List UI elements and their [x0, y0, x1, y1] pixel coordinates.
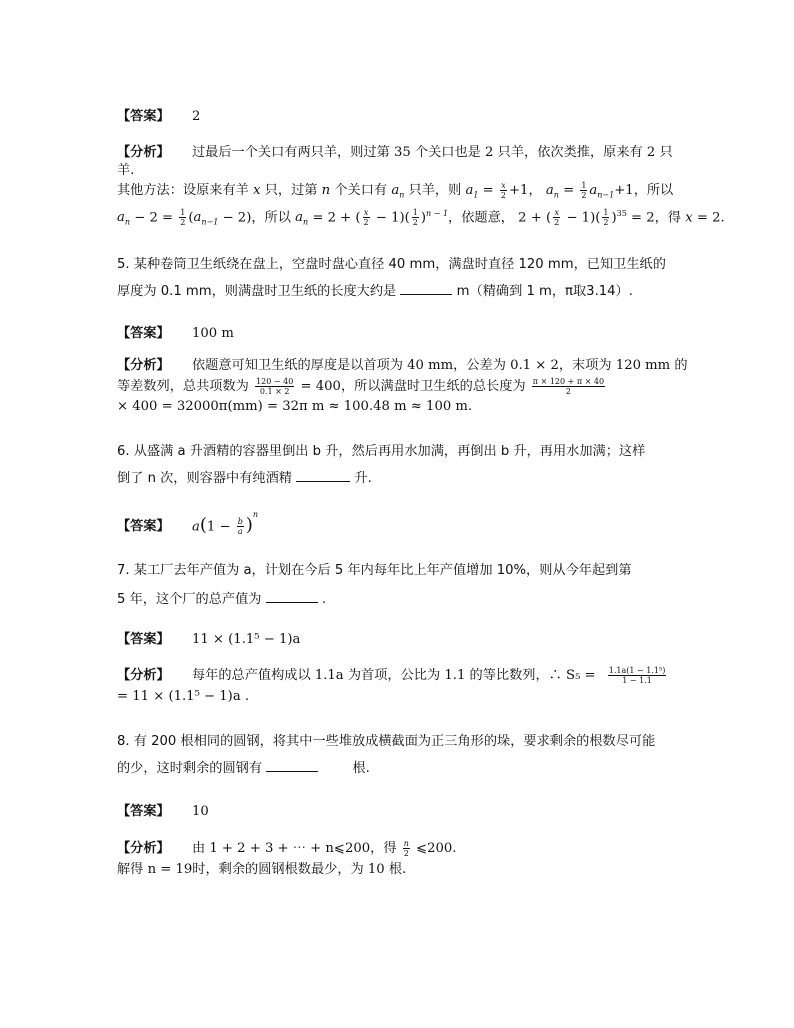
analysis-label: 【分析】: [117, 358, 170, 373]
other-method-text-h: ，得: [654, 210, 682, 226]
answer-label: 【答案】: [117, 109, 170, 124]
analysis-line-5-1: [117, 357, 688, 375]
question-8-line-1: [117, 733, 655, 751]
analysis-line-4-2: [117, 162, 134, 180]
answer-label: 【答案】: [117, 632, 170, 647]
answer-blank-8: [266, 759, 318, 772]
answer-blank-6: [296, 469, 350, 482]
question-8-line-2: [117, 759, 370, 778]
analysis-label: 【分析】: [117, 841, 170, 856]
question-7-text-2b: .: [321, 592, 327, 607]
question-5-line-1: [117, 256, 666, 274]
analysis-line-5-3: [117, 398, 472, 416]
other-method-line-2: $a_n - 2$ = $\frac{1}{2}$ $(a_{n-1} - 2)$，所以 $a_n = 2$ + ( $\frac{x}{2}$ − 1)( $\frac{1}{2}$ )$^{n - 1}$，依题意， 2 + ( $\frac{x}{2}$ − 1)( $\frac{1}{2}$ )$^{35}$ = 2，得 x = 2.: [117, 208, 725, 228]
other-method-text-f: ，所以: [251, 210, 291, 226]
answer-value-6: a: [191, 519, 200, 535]
other-method-text-d: 只羊，则: [408, 183, 462, 198]
analysis-label: 【分析】: [117, 145, 170, 160]
analysis-label: 【分析】: [117, 668, 170, 683]
other-method-text-b: 只，过第: [264, 183, 318, 198]
analysis-text-8-1b: ⩽200.: [416, 841, 457, 856]
question-5-text-1: 5. 某种卷筒卫生纸绕在盘上，空盘时盘心直径 40 mm，满盘时直径 120 mm，已知卫生纸的: [117, 257, 666, 272]
analysis-text-5-2a: 等差数列，总共项数为: [117, 379, 249, 394]
analysis-line-8-1: 【分析】 由 1 + 2 + 3 + ⋯ + n⩽200，得 $\frac{n}{2}$ ⩽200.: [117, 839, 457, 858]
answer-blank-7: [266, 590, 318, 603]
question-7-text-2a: 5 年，这个厂的总产值为: [117, 592, 262, 607]
answer-value-4: 2: [191, 109, 201, 124]
question-7-line-2: [117, 590, 326, 609]
analysis-text-7-2: = 11 × (1.1⁵ − 1)a .: [117, 689, 250, 704]
answer-line-6: 【答案】 a(1 − $\frac{b}{a}$ )$^n$: [117, 510, 258, 537]
answer-line-7: [117, 631, 300, 649]
answer-label: 【答案】: [117, 519, 170, 535]
other-method-text-a: 其他方法：设原来有羊: [117, 183, 249, 198]
answer-blank-5: [400, 282, 452, 295]
question-6-line-1: [117, 443, 645, 461]
analysis-line-7-1: 【分析】 每年的总产值构成以 1.1a 为首项，公比为 1.1 的等比数列，∴ S₅ = $\frac{\text{1.1a(1 − 1.1⁵)}}{1 - 1.1}$: [117, 666, 666, 685]
question-5-line-2: [117, 282, 633, 301]
other-method-text-e: ，所以: [633, 183, 674, 198]
question-7-text-1: 7. 某工厂去年产值为 a，计划在今后 5 年内每年比上年产值增加 10%，则从今年起到第: [117, 563, 632, 578]
analysis-text-7-1: 每年的总产值构成以 1.1a 为首项，公比为 1.1 的等比数列，∴ S₅ =: [191, 668, 596, 683]
question-6-line-2: [117, 469, 372, 488]
analysis-line-4-1: [117, 144, 673, 162]
analysis-text-5-3: × 400 = 32000π(mm) = 32π m ≈ 100.48 m ≈ 100 m.: [117, 399, 473, 414]
analysis-line-8-2: [117, 861, 406, 879]
question-6-text-2b: 升.: [354, 471, 372, 486]
question-8-text-2a: 的少，这时剩余的圆钢有: [117, 761, 263, 776]
answer-value-8: 10: [191, 804, 209, 819]
answer-line-5: [117, 325, 234, 343]
answer-line-8: [117, 803, 209, 821]
analysis-text-8-2: 解得 n = 19时，剩余的圆钢根数最少，为 10 根.: [117, 862, 407, 877]
analysis-line-5-2: 等差数列，总共项数为 $\frac{120 - 40}{0.1 \times 2}$ = 400，所以满盘时卫生纸的总长度为 $\frac{\pi \times 120 + \pi \times 40}{2}$: [117, 377, 605, 396]
other-method-text-c: 个关口有: [334, 183, 388, 198]
analysis-text-4-1: 过最后一个关口有两只羊，则过第 35 个关口也是 2 只羊，依次类推，原来有 2 只: [191, 145, 673, 160]
question-5-text-2b: m（精确到 1 m，π取3.14）.: [456, 284, 633, 299]
question-6-text-1: 6. 从盛满 a 升酒精的容器里倒出 b 升，然后再用水加满，再倒出 b 升，再用水加满；这样: [117, 444, 646, 459]
analysis-text-5-1: 依题意可知卫生纸的厚度是以首项为 40 mm，公差为 0.1 × 2，末项为 120 mm 的: [191, 358, 688, 373]
question-8-text-1: 8. 有 200 根相同的圆钢，将其中一些堆放成横截面为正三角形的垛，要求剩余的根数尽可能: [117, 734, 656, 749]
analysis-text-5-2b: = 400，所以满盘时卫生纸的总长度为: [300, 379, 526, 394]
question-5-text-2a: 厚度为 0.1 mm，则满盘时卫生纸的长度大约是: [117, 284, 397, 299]
other-method-text-g: ，依题意，: [448, 210, 514, 226]
answer-line-4: [117, 108, 200, 126]
answer-label: 【答案】: [117, 326, 170, 341]
answer-label: 【答案】: [117, 804, 170, 819]
analysis-text-8-1a: 由 1 + 2 + 3 + ⋯ + n⩽200，得: [191, 841, 397, 856]
analysis-text-4-2: 羊.: [117, 163, 135, 178]
other-method-line-1: 其他方法：设原来有羊 x 只，过第 n 个关口有 $a_n$ 只羊，则 $a_1$ = $\frac{x}{2}$ +1， $a_n$ = $\frac{1}{2}$ $a_{n-1}+1$，所以: [117, 181, 674, 200]
question-6-text-2a: 倒了 n 次，则容器中有纯酒精: [117, 471, 292, 486]
question-7-line-1: [117, 562, 632, 580]
analysis-line-7-2: [117, 688, 249, 706]
answer-value-7: 11 × (1.1⁵ − 1)a: [191, 632, 301, 647]
answer-value-5: 100 m: [191, 326, 234, 341]
question-8-text-2b: 根.: [352, 761, 370, 776]
